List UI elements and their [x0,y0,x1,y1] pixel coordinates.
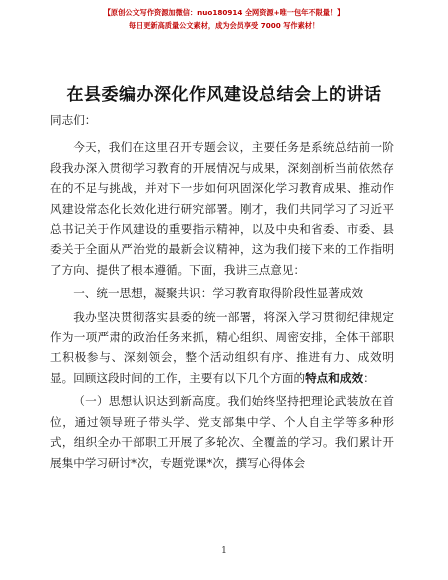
section-1-paragraph-end: ： [363,370,375,385]
emphasis-text: 特点和成效 [305,370,364,385]
section-heading-1: 一、统一思想，凝聚共识：学习教育取得阶段性显著成效 [73,286,364,301]
greeting: 同志们： [50,113,97,127]
page-number: 1 [221,546,227,556]
document-title: 在县委编办深化作风建设总结会上的讲话 [66,85,382,105]
section-1-paragraph [50,307,394,389]
opening-paragraph: 今天，我们在这里召开专题会议，主要任务是系统总结前一阶段我办深入贯彻学习教育的开展情况与成果，深刻剖析当前依然存在的不足与挑战，并对下一步如何巩固深化学习教育成果、推动作风建设常态化长效化进行研究部署。刚才，我们共同学习了习近平总书记关于作风建设的重要指示精神，以及中央和省委、市委、县委关于全面从严治党的最新会议精神，这为我们接下来的工作指明了方向、提供了根本遵循。下面，我讲三点意见： [50,140,394,277]
section-1-paragraph-text: 我办坚决贯彻落实县委的统一部署，将深入学习贯彻纪律规定作为一项严肃的政治任务来抓，精心组织、周密安排，全体干部职工积极参与、深刻领会，整个活动组织有序、推进有力、成效明显。回顾这段时间的工作，主要有以下几个方面的 [50,309,394,385]
subsection-1-text: 我们始终坚持把理论武装放在首位，通过领导班子带头学、党支部集中学、个人自主学等多种形式，组织全办干部职工开展了多轮次、全覆盖的学习。我们累计开展集中学习研讨*次，专题党课*次，撰写心得体会 [50,394,394,470]
promo-banner-line-2: 每日更新高质量公文素材，成为会员享受 7000 写作素材！ [128,21,320,30]
document-body [50,110,394,473]
promo-banner-line-1: 【原创公文写作资源加微信：nuo180914 全网资源+唯一包年不限量！】 [103,8,345,17]
subsection-1-paragraph [50,391,394,473]
promo-banner [0,6,448,32]
subsection-1-heading: （一）思想认识达到新高度。 [73,394,228,409]
